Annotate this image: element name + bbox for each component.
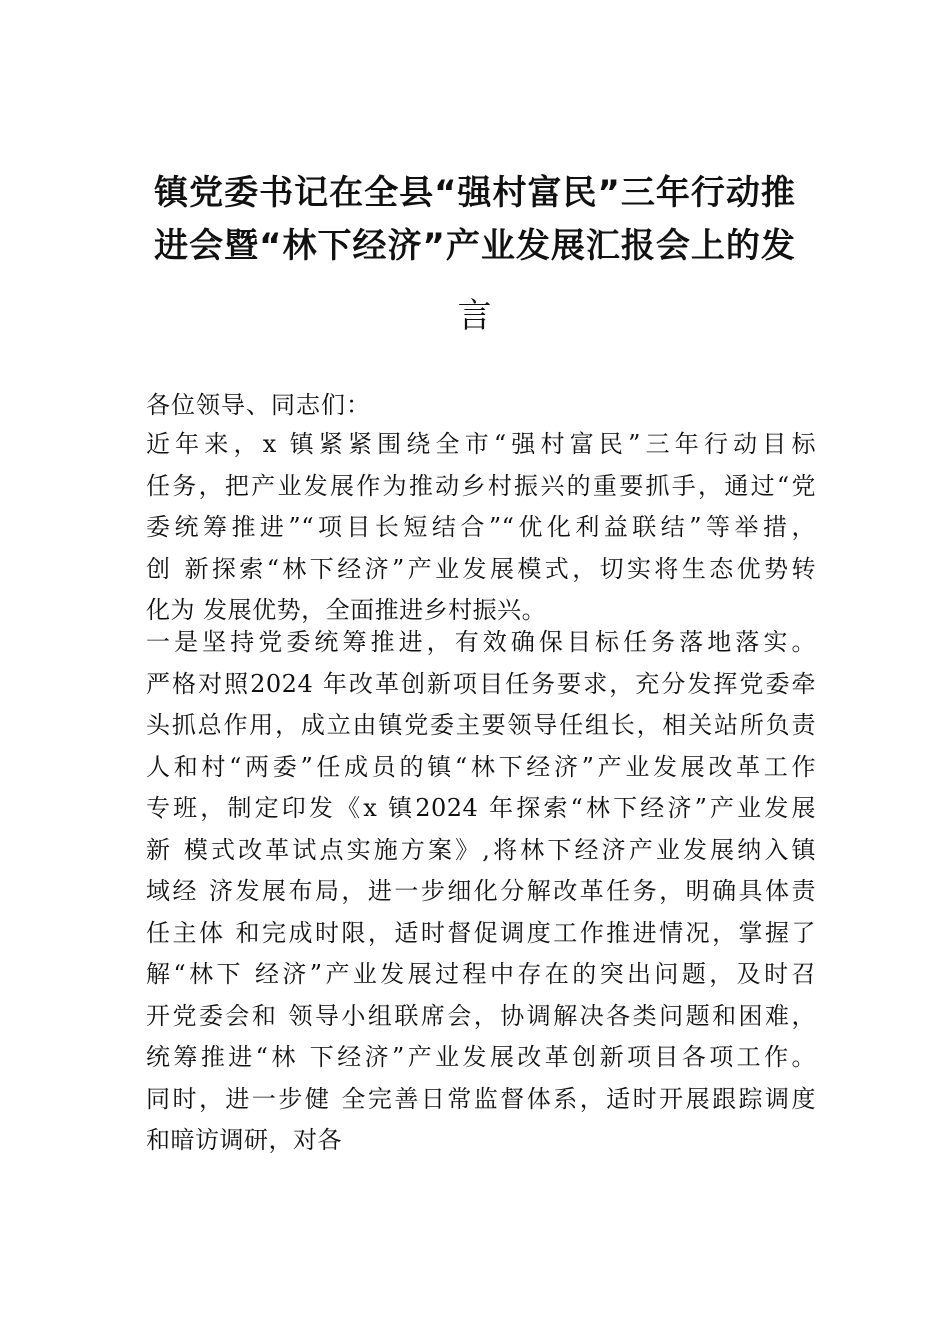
paragraph-2-line: 人和村“两委”任成员的镇“林下经济”产业发展改革工作: [146, 752, 816, 781]
paragraph-2-line: 同时，进一步健 全完善日常监督体系，适时开展跟踪调度: [146, 1084, 816, 1113]
paragraph-2: [146, 622, 816, 1162]
paragraph-2-line: 专班，制定印发《x 镇2024 年探索“林下经济”产业发展: [146, 794, 816, 822]
paragraph-1-line: 委统筹推进”“项目长短结合”“优化利益联结”等举措，: [146, 513, 816, 541]
title-line-1: 镇党委书记在全县“强村富民”三年行动推: [154, 173, 796, 213]
paragraph-2-line: 开党委会和 领导小组联席会，协调解决各类问题和困难，: [146, 1001, 816, 1030]
salutation: 各位领导、同志们：: [146, 391, 371, 419]
paragraph-2-line: 头抓总作用，成立由镇党委主要领导任组长，相关站所负责: [146, 711, 816, 739]
paragraph-2-line: 任主体 和完成时限，适时督促调度工作推进情况，掌握了: [146, 918, 816, 947]
paragraph-2-line: 解“林下 经济”产业发展过程中存在的突出问题，及时召: [146, 960, 816, 988]
paragraph-1-line: 化为 发展优势，全面推进乡村振兴。: [146, 596, 547, 624]
paragraph-2-line: 域经 济发展布局，进一步细化分解改革任务，明确具体责: [146, 877, 816, 905]
paragraph-2-line: 和暗访调研，对各: [146, 1126, 342, 1154]
paragraph-2-line: 严格对照2024 年改革创新项目任务要求，充分发挥党委牵: [146, 669, 816, 698]
paragraph-2-line: 一是坚持党委统筹推进，有效确保目标任务落地落实。: [146, 628, 816, 656]
paragraph-1-line: 任务，把产业发展作为推动乡村振兴的重要抓手，通过“党: [146, 471, 816, 500]
paragraph-2-line: 新 模式改革试点实施方案》,将林下经济产业发展纳入镇: [146, 835, 816, 864]
title-line-3: 言: [457, 296, 493, 336]
paragraph-2-line: 统筹推进“林 下经济”产业发展改革创新项目各项工作。: [146, 1043, 816, 1071]
paragraph-1: [146, 424, 816, 632]
paragraph-1-line: 创 新探索“林下经济”产业发展模式，切实将生态优势转: [146, 554, 816, 583]
title-line-2: 进会暨“林下经济”产业发展汇报会上的发: [154, 226, 796, 266]
paragraph-1-line: 近年来，x 镇紧紧围绕全市“强村富民”三年行动目标: [146, 430, 816, 458]
